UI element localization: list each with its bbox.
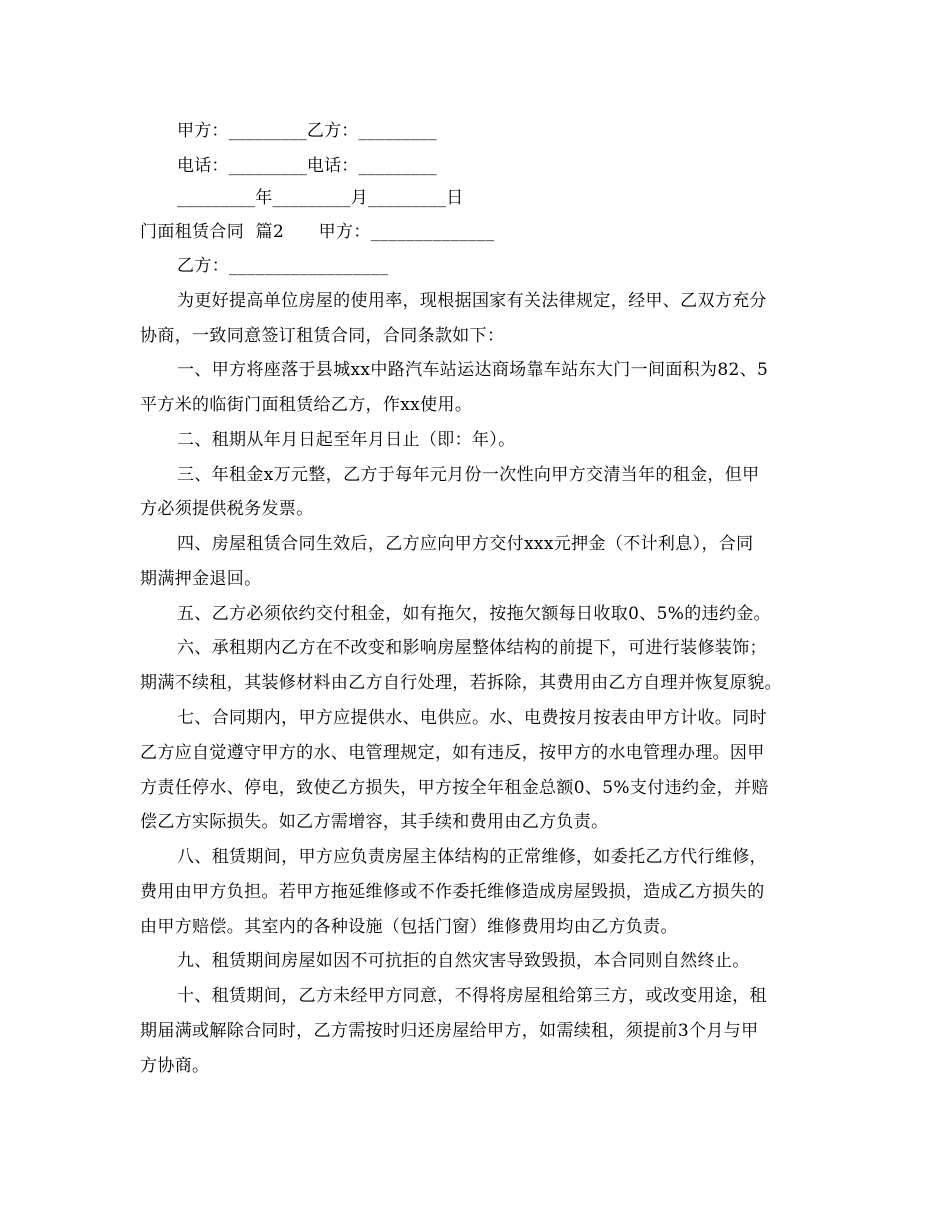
party-b-line: 乙方：__________________: [177, 256, 389, 276]
body-line: 由甲方赔偿。其室内的各种设施（包括门窗）维修费用均由乙方负责。: [140, 917, 678, 937]
body-line: 九、租赁期间房屋如因不可抗拒的自然灾害导致毁损，本合同则自然终止。: [177, 951, 750, 971]
body-line: 方协商。: [140, 1056, 210, 1076]
body-line: 方必须提供税务发票。: [140, 499, 314, 519]
body-line: 期满不续租，其装修材料由乙方自行处理，若拆除，其费用由乙方自理并恢复原貌。: [140, 673, 782, 693]
body-line: 四、房屋租赁合同生效后，乙方应向甲方交付xxx元押金（不计利息），合同: [177, 534, 754, 554]
body-line: 一、甲方将座落于县城xx中路汽车站运达商场靠车站东大门一间面积为82、5: [177, 360, 769, 380]
body-line: 二、租期从年月日起至年月日止（即：年）。: [177, 430, 516, 450]
body-line: 平方米的临街门面租赁给乙方，作xx使用。: [140, 395, 473, 415]
body-line: 费用由甲方负担。若甲方拖延维修或不作委托维修造成房屋毁损，造成乙方损失的: [140, 882, 765, 902]
date-line: _________年_________月_________日: [177, 188, 464, 208]
body-line: 八、租赁期间，甲方应负责房屋主体结构的正常维修，如委托乙方代行维修，: [177, 847, 767, 867]
body-line: 乙方应自觉遵守甲方的水、电管理规定，如有违反，按甲方的水电管理办理。因甲: [140, 743, 765, 763]
parties-line: 甲方：_________乙方：_________: [177, 121, 437, 141]
body-line: 十、租赁期间，乙方未经甲方同意，不得将房屋租给第三方，或改变用途，租: [177, 986, 767, 1006]
body-line: 期届满或解除合同时，乙方需按时归还房屋给甲方，如需续租，须提前3个月与甲: [140, 1021, 759, 1041]
body-line: 三、年租金x万元整，乙方于每年元月份一次性向甲方交清当年的租金，但甲: [177, 465, 760, 485]
body-line: 为更好提高单位房屋的使用率，现根据国家有关法律规定，经甲、乙双方充分: [177, 291, 767, 311]
body-line: 七、合同期内，甲方应提供水、电供应。水、电费按月按表由甲方计收。同时: [177, 708, 767, 728]
section-title-line: 门面租赁合同 篇2 甲方：______________: [140, 222, 495, 242]
body-line: 五、乙方必须依约交付租金，如有拖欠，按拖欠额每日收取0、5%的违约金。: [177, 604, 772, 624]
body-line: 六、承租期内乙方在不改变和影响房屋整体结构的前提下，可进行装修装饰；: [177, 638, 767, 658]
body-line: 协商，一致同意签订租赁合同，合同条款如下：: [140, 326, 505, 346]
body-line: 期满押金退回。: [140, 569, 262, 589]
body-line: 方责任停水、停电，致使乙方损失，甲方按全年租金总额0、5%支付违约金，并赔: [140, 778, 769, 798]
phones-line: 电话：_________电话：_________: [177, 156, 437, 176]
body-line: 偿乙方实际损失。如乙方需增容，其手续和费用由乙方负责。: [140, 812, 609, 832]
